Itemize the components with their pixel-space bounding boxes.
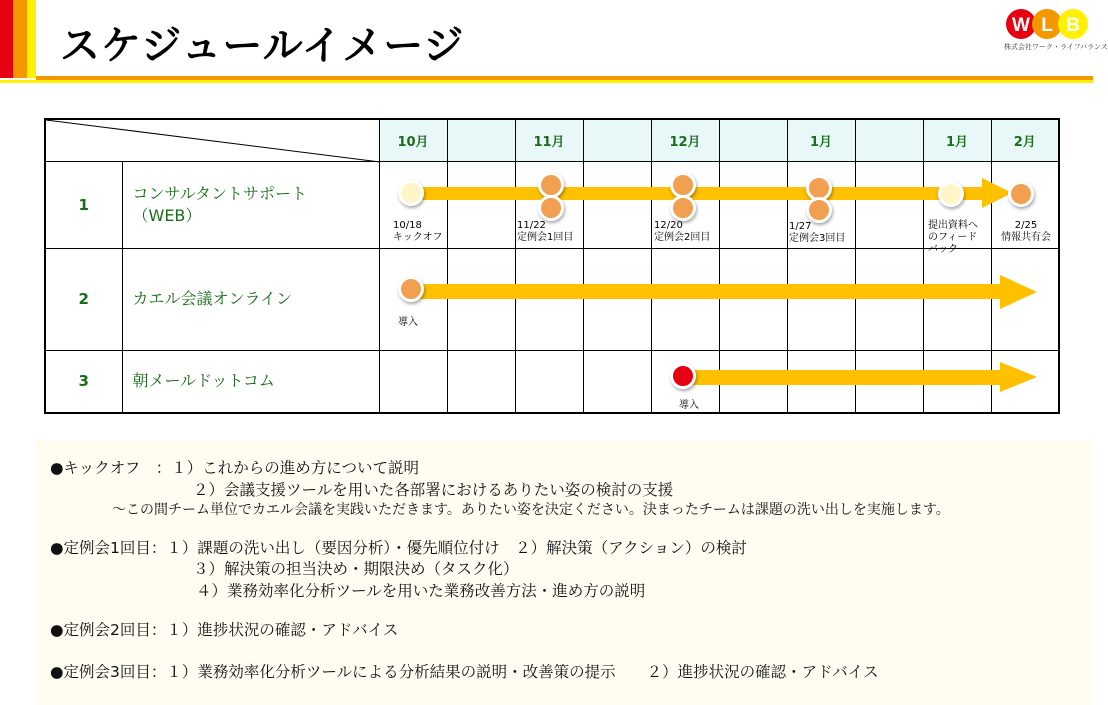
event-label-intro-kaeru: 導入 [398,317,418,328]
event-label-sharing [996,220,1056,244]
header-diagonal-cell [45,119,379,161]
table-row [45,248,1059,350]
month-header-6 [719,119,787,161]
row-number: 2 [45,248,122,350]
header-orange-bar [13,0,27,78]
header-red-bar [0,0,13,78]
row3-arrow-body [684,370,1002,385]
note-meeting1-2: ３）解決策の担当決め・期限決め（タスク化） [193,560,519,578]
task-name-line1: コンサルタントサポート [132,183,308,203]
event-date: 12/20 [654,220,683,231]
task-name-line2: （WEB） [132,205,202,225]
month-header-9: 1月 [923,119,991,161]
event-date: 10/18 [393,220,422,231]
event-label-feedback [928,220,978,256]
event-date: 11/22 [517,220,546,231]
event-dot-meeting2-b [670,195,696,221]
row2-arrow-head [1000,275,1037,309]
event-text: 定例会1回目 [517,232,574,243]
event-dot-intro-asamail [670,363,696,389]
event-text: 定例会2回目 [654,232,711,243]
event-text-line1: 提出資料へ [928,220,978,231]
event-dot-sharing [1008,181,1034,207]
event-text: キックオフ [393,232,443,243]
month-header-10: 2月 [991,119,1059,161]
note-meeting1-3: ４）業務効率化分析ツールを用いた業務改善方法・進め方の説明 [196,582,646,600]
month-header-4 [583,119,651,161]
event-dot-meeting3-b [806,197,832,223]
note-kickoff-1: ●キックオフ ：１）これからの進め方について説明 [50,459,419,477]
event-text: 情報共有会 [1001,232,1051,243]
month-header-7: 1月 [787,119,855,161]
row2-arrow-body [412,284,1002,299]
row3-arrow-head [1000,362,1037,392]
row-number: 1 [45,161,122,248]
event-text-line2: のフィード [928,232,978,243]
logo-company-name: 株式会社ワーク・ライフバランス [1004,43,1108,51]
event-dot-meeting1-b [538,195,564,221]
row-task-name: 朝メールドットコム [122,350,379,413]
header-divider-yellow [0,80,1093,83]
month-header-8 [855,119,923,161]
row-number: 3 [45,350,122,413]
event-date: 1/27 [789,221,812,232]
month-header-1: 10月 [379,119,447,161]
note-kickoff-3: ～この間チーム単位でカエル会議を実践いただきます。ありたい姿を決定ください。決まったチームは課題の洗い出しを実施します。 [112,502,950,518]
header-yellow-bar [27,0,36,78]
logo-letter-l: L [1041,15,1053,36]
month-header-2 [447,119,515,161]
event-label-meeting1 [517,220,573,244]
page-title: スケジュールイメージ [60,23,465,69]
logo-letter-b: B [1066,15,1080,36]
note-meeting2-1: ●定例会2回目：１）進捗状況の確認・アドバイス [50,621,399,639]
event-label-intro-asamail: 導入 [679,400,699,411]
month-header-5: 12月 [651,119,719,161]
logo-letter-w: W [1012,15,1030,36]
row-task-name [122,161,379,248]
event-date: 2/25 [1014,220,1038,231]
row-task-name: カエル会議オンライン [122,248,379,350]
note-meeting3-1: ●定例会3回目：１）業務効率化分析ツールによる分析結果の説明・改善策の提示 ２）進捗状況の確認・アドバイス [50,663,879,681]
event-dot-kickoff [398,180,424,206]
diagonal-line [46,120,380,162]
event-text-line3: バック [928,244,958,255]
month-header-3: 11月 [515,119,583,161]
row1-arrow-body [412,187,984,200]
event-label-kickoff [393,220,443,244]
event-label-meeting2 [654,220,710,244]
event-dot-intro-kaeru [398,276,424,302]
note-meeting1-1: ●定例会1回目：１）課題の洗い出し（要因分析）・優先順位付け ２）解決策（アクション）の検討 [50,539,747,557]
note-kickoff-2: ２）会議支援ツールを用いた各部署におけるありたい姿の検討の支援 [193,481,674,499]
event-text: 定例会3回目 [789,233,846,244]
event-label-meeting3 [789,221,845,245]
event-dot-feedback [938,181,964,207]
